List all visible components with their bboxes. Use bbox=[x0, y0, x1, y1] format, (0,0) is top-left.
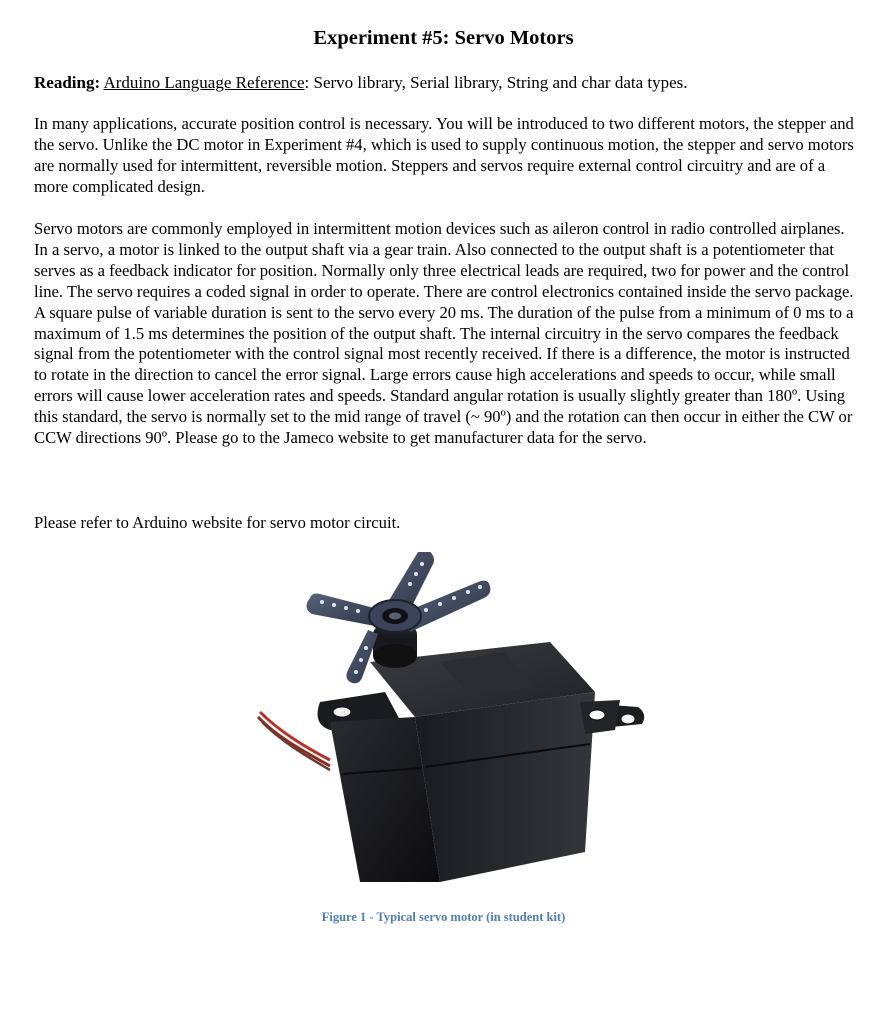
servo-description-paragraph: Servo motors are commonly employed in intermittent motion devices such as aileron control in radio controlled airplanes. In a servo, a motor is linked to the output shaft via a gear train. Also connected to the output shaft is a potentiometer that serves as a feedback indicator for position. Normally only three electrical leads are required, two for power and the control line. The servo requires a coded signal in order to operate. There are control electronics contained inside the servo package. A square pulse of variable duration is sent to the servo every 20 ms. The duration of the pulse from a minimum of 0 ms to a maximum of 1.5 ms determines the position of the output shaft. The internal circuitry in the servo compares the feedback signal from the potentiometer with the control signal most recently received. If there is a difference, the motor is instructed to rotate in the direction to cancel the error signal. Large errors cause high accelerations and speeds to occur, while small errors will cause lower acceleration rates and speeds. Standard angular rotation is usually slightly greater than 180º. Using this standard, the servo is normally set to the mid range of travel (~ 90º) and the rotation can then occur in either the CW or CCW directions 90º. Please go to the Jameco website to get manufacturer data for the servo. bbox=[34, 219, 854, 448]
reading-label: Reading: bbox=[34, 73, 101, 92]
servo-body-side bbox=[415, 692, 595, 882]
page-title: Experiment #5: Servo Motors bbox=[313, 27, 574, 49]
servo-motor-image bbox=[250, 552, 650, 902]
circuit-reference-paragraph: Please refer to Arduino website for servo motor circuit. bbox=[34, 513, 401, 532]
reading-line bbox=[34, 72, 854, 93]
reading-text: : Servo library, Serial library, String and char data types. bbox=[304, 73, 688, 92]
intro-paragraph: In many applications, accurate position control is necessary. You will be introduced to two different motors, the stepper and the servo. Unlike the DC motor in Experiment #4, which is used to supply continuous motion, the stepper and servo motors are normally used for intermittent, reversible motion. Steppers and servos require external control circuitry and are of a more complicated design. bbox=[34, 114, 854, 196]
reading-reference-link[interactable]: Arduino Language Reference bbox=[103, 73, 305, 92]
figure-caption: Figure 1 - Typical servo motor (in student kit) bbox=[321, 910, 566, 924]
